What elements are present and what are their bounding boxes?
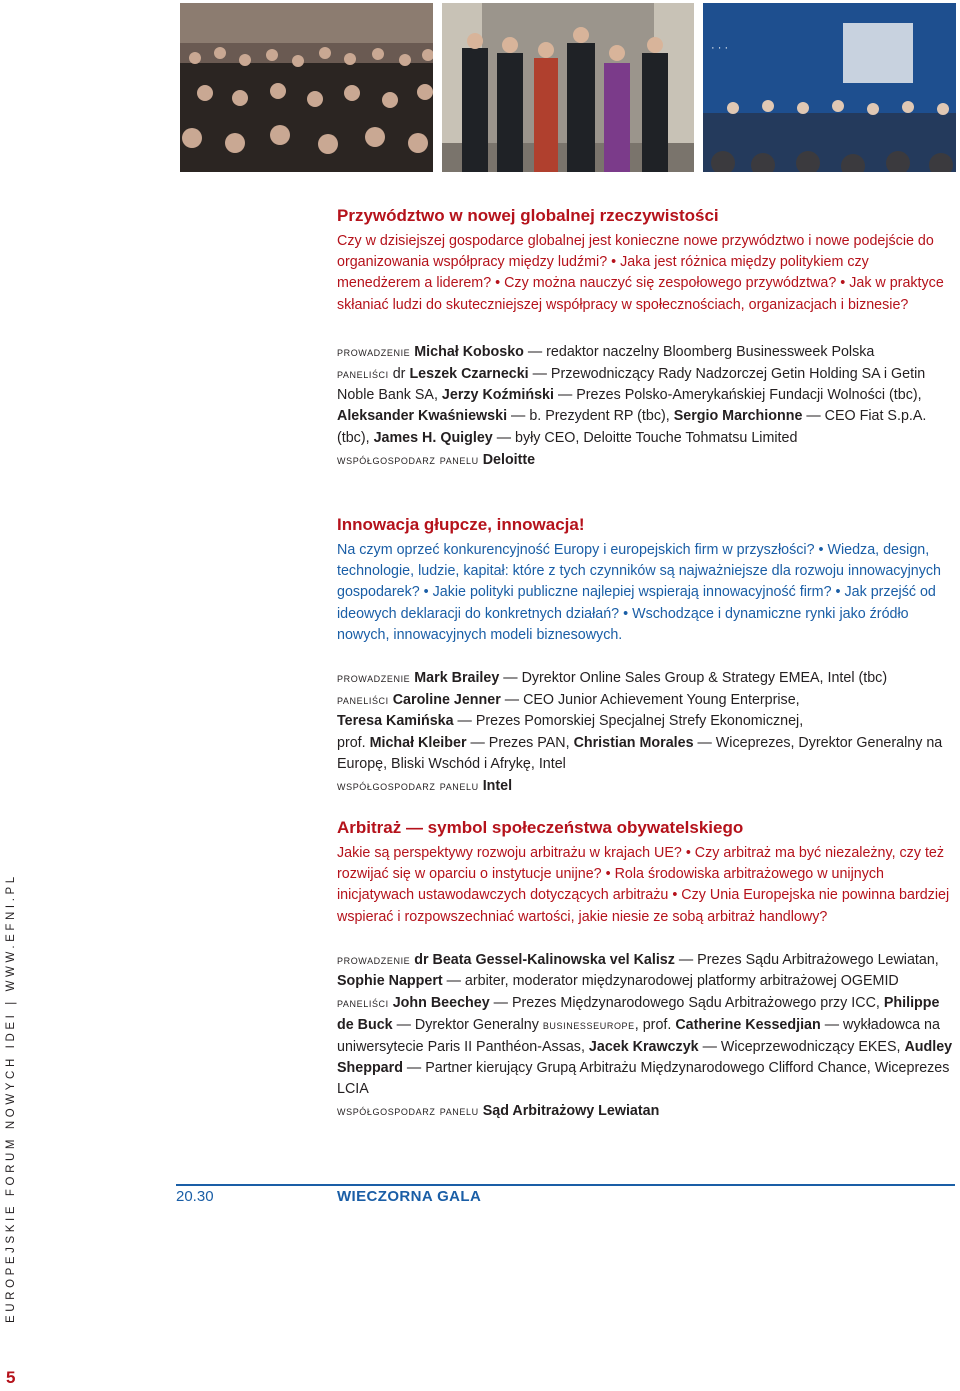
moderator-line: prowadzenie Mark Brailey — Dyrektor Online Sales Group & Strategy EMEA, Intel (tbc) bbox=[337, 670, 888, 687]
session-leadership bbox=[337, 205, 955, 471]
moderator2-name: Sophie Nappert bbox=[337, 973, 443, 990]
gala-title: WIECZORNA GALA bbox=[337, 1188, 482, 1205]
panelist-name: Jerzy Koźmiński bbox=[441, 387, 554, 404]
session-people bbox=[337, 667, 955, 797]
panelist-role: b. Prezydent RP (tbc), bbox=[529, 408, 670, 425]
photo-conference-stage bbox=[703, 3, 956, 172]
photo-audience bbox=[180, 3, 433, 172]
cohost-line bbox=[337, 775, 955, 797]
panelists-label: paneliści bbox=[337, 366, 389, 382]
panelist-name: Christian Morales bbox=[573, 734, 694, 751]
session-people bbox=[337, 949, 955, 1123]
panelist-role: Prezes PAN, bbox=[488, 734, 570, 751]
panelists-block: paneliści Caroline Jenner — CEO Junior Achievement Young Enterprise, Teresa Kamińska — Prezes Pomorskiej Specjalnej Strefy Ekonomicznej, prof. Michał Kleiber — Prezes PAN, Christian Morales — Wiceprezes, Dyrektor Generalny na Europę, Bliski Wschód i Afrykę, Intel bbox=[337, 692, 943, 772]
moderator-line: prowadzenie dr Beata Gessel-Kalinowska vel Kalisz — Prezes Sądu Arbitrażowego Lewiatan, Sophie Nappert — arbiter, moderator międzynarodowej platformy arbitrażowej OGEMID bbox=[337, 951, 939, 990]
panelist-role-suffix: , bbox=[634, 1017, 639, 1034]
panelist-name: Aleksander Kwaśniewski bbox=[337, 408, 508, 425]
panelist-name: Catherine Kessedjian bbox=[675, 1017, 821, 1034]
cohost-name: Intel bbox=[482, 778, 513, 795]
session-description: Na czym oprzeć konkurencyjność Europy i europejskich firm w przyszłości? • Wiedza, design, technologie, ludzie, kapitał: które z tych czynników są najważniejsze dla rozwoju innowacyjnych gospodarek? • Jakie polityki publiczne najlepiej wspierają innowacyjność firm? • Jak przejść od ideowych deklaracji do konkretnych działań? • Wschodzące i dynamiczne rynki jako źródło nowych, innowacyjnych modeli biznesowych. bbox=[337, 542, 941, 643]
panelist-name: Teresa Kamińska bbox=[337, 713, 454, 730]
cohost-line bbox=[337, 449, 955, 471]
cohost-label: współgospodarz panelu bbox=[337, 778, 479, 794]
moderator-line: prowadzenie Michał Kobosko — redaktor naczelny Bloomberg Businessweek Polska bbox=[337, 343, 875, 360]
panelist-prefix: dr bbox=[392, 366, 406, 383]
panelist-role: Prezes Międzynarodowego Sądu Arbitrażowego przy ICC, bbox=[511, 995, 880, 1012]
moderator-label: prowadzenie bbox=[337, 670, 411, 686]
session-arbitration bbox=[337, 817, 955, 1122]
panelist-role: CEO Junior Achievement Young Enterprise, bbox=[523, 692, 800, 709]
panelist-role: Partner kierujący Grupą Arbitrażu Międzynarodowego Clifford Chance, Wiceprezes LCIA bbox=[337, 1059, 950, 1098]
moderator-name: dr Beata Gessel-Kalinowska vel Kalisz bbox=[414, 951, 675, 968]
panelist-role: Przewodniczący Rady Nadzorczej Getin Holding SA i Getin Noble Bank SA, bbox=[337, 366, 926, 404]
cohost-name: Deloitte bbox=[482, 451, 536, 468]
panelist-name: Caroline Jenner bbox=[392, 692, 501, 709]
panelist-role: Prezes Pomorskiej Specjalnej Strefy Ekonomicznej, bbox=[475, 713, 804, 730]
moderator-label: prowadzenie bbox=[337, 343, 411, 359]
sidebar-footer-text: EUROPEJSKIE FORUM NOWYCH IDEI | WWW.EFNI.PL bbox=[5, 873, 17, 1323]
cohost-name: Sąd Arbitrażowy Lewiatan bbox=[482, 1103, 660, 1120]
panelist-org: businesseurope bbox=[542, 1017, 635, 1033]
gala-time: 20.30 bbox=[176, 1188, 214, 1205]
panelist-role: Dyrektor Generalny bbox=[414, 1017, 539, 1034]
panelist-role: Wiceprzewodniczący EKES, bbox=[720, 1038, 901, 1055]
cohost-label: współgospodarz panelu bbox=[337, 1103, 479, 1119]
panelist-name: James H. Quigley bbox=[373, 429, 493, 446]
page-number: 5 bbox=[6, 1368, 16, 1387]
moderator-name: Michał Kobosko bbox=[414, 343, 524, 360]
moderator-name: Mark Brailey bbox=[414, 670, 500, 687]
panelist-role: Prezes Polsko-Amerykańskiej Fundacji Wolności (tbc), bbox=[576, 387, 922, 404]
panelist-prefix: prof. bbox=[642, 1017, 672, 1034]
moderator-role: Dyrektor Online Sales Group & Strategy EMEA, Intel (tbc) bbox=[521, 670, 888, 687]
panelist-role: były CEO, Deloitte Touche Tohmatsu Limited bbox=[515, 429, 798, 446]
cohost-label: współgospodarz panelu bbox=[337, 451, 479, 467]
moderator-label: prowadzenie bbox=[337, 951, 411, 967]
session-title: Przywództwo w nowej globalnej rzeczywistości bbox=[337, 206, 719, 225]
panelist-name: Leszek Czarnecki bbox=[409, 366, 529, 383]
panelist-name: Audley Sheppard bbox=[337, 1038, 953, 1076]
panelists-block: paneliści dr Leszek Czarnecki — Przewodniczący Rady Nadzorczej Getin Holding SA i Getin Noble Bank SA, Jerzy Koźmiński — Prezes Polsko-Amerykańskiej Fundacji Wolności (tbc), Aleksander Kwaśniewski — b. Prezydent RP (tbc), Sergio Marchionne — CEO Fiat S.p.A. (tbc), James H. Quigley — były CEO, Deloitte Touche Tohmatsu Limited bbox=[337, 366, 927, 446]
session-title: Innowacja głupcze, innowacja! bbox=[337, 515, 585, 534]
panelist-prefix: prof. bbox=[337, 734, 366, 751]
session-people bbox=[337, 341, 955, 471]
moderator-role: redaktor naczelny Bloomberg Businessweek Polska bbox=[546, 343, 875, 360]
gala-divider bbox=[176, 1184, 955, 1186]
svg-text:· · ·: · · · bbox=[711, 42, 729, 54]
panelist-role: Wiceprezes, Dyrektor Generalny na Europę, Bliski Wschód i Afrykę, Intel bbox=[337, 734, 943, 772]
panelist-name: Jacek Krawczyk bbox=[588, 1038, 699, 1055]
panelist-role: CEO Fiat S.p.A. (tbc), bbox=[337, 408, 927, 446]
cohost-line bbox=[337, 1100, 955, 1122]
panelists-block: paneliści John Beechey — Prezes Międzynarodowego Sądu Arbitrażowego przy ICC, Philippe de Buck — Dyrektor Generalny businesseurope, prof. Catherine Kessedjian — wykładowca na uniwersytecie Paris II Panthéon-Assas, Jacek Krawczyk — Wiceprzewodniczący EKES, Audley Sheppard — Partner kierujący Grupą Arbitrażu Międzynarodowego Clifford Chance, Wiceprezes LCIA bbox=[337, 995, 953, 1098]
session-description: Czy w dzisiejszej gospodarce globalnej jest konieczne nowe przywództwo i nowe podejście do organizowania współpracy między ludźmi? • Jaka jest różnica między politykiem czy menedżerem a liderem? • Czy można nauczyć się zespołowego przywództwa? • Jak w praktyce skłaniać ludzi do skuteczniejszej współpracy w społecznościach, organizacjach i biznesie? bbox=[337, 233, 944, 313]
moderator2-role: arbiter, moderator międzynarodowej platformy arbitrażowej OGEMID bbox=[464, 973, 899, 990]
panelist-name: Philippe de Buck bbox=[337, 995, 940, 1034]
photo-group bbox=[442, 3, 694, 172]
session-description: Jakie są perspektywy rozwoju arbitrażu w krajach UE? • Czy arbitraż ma być niezależny, czy też rozwijać się w oparciu o instytucje unijne? • Rola środowiska arbitrażowego w unijnych inicjatywach ustawodawczych dotyczących arbitrażu • Czy Unia Europejska nie powinna bardziej wspierać i rozpowszechniać wartości, jakie niesie ze sobą arbitraż handlowy? bbox=[337, 845, 950, 925]
panelist-role: wykładowca na uniwersytecie Paris II Panthéon-Assas, bbox=[337, 1017, 940, 1055]
panelists-label: paneliści bbox=[337, 995, 389, 1011]
session-title: Arbitraż — symbol społeczeństwa obywatelskiego bbox=[337, 818, 744, 837]
panelist-name: Michał Kleiber bbox=[369, 734, 467, 751]
panelist-name: John Beechey bbox=[392, 995, 490, 1012]
moderator-role: Prezes Sądu Arbitrażowego Lewiatan, bbox=[697, 951, 939, 968]
panelist-name: Sergio Marchionne bbox=[673, 408, 803, 425]
session-innovation bbox=[337, 514, 955, 797]
panelists-label: paneliści bbox=[337, 692, 389, 708]
